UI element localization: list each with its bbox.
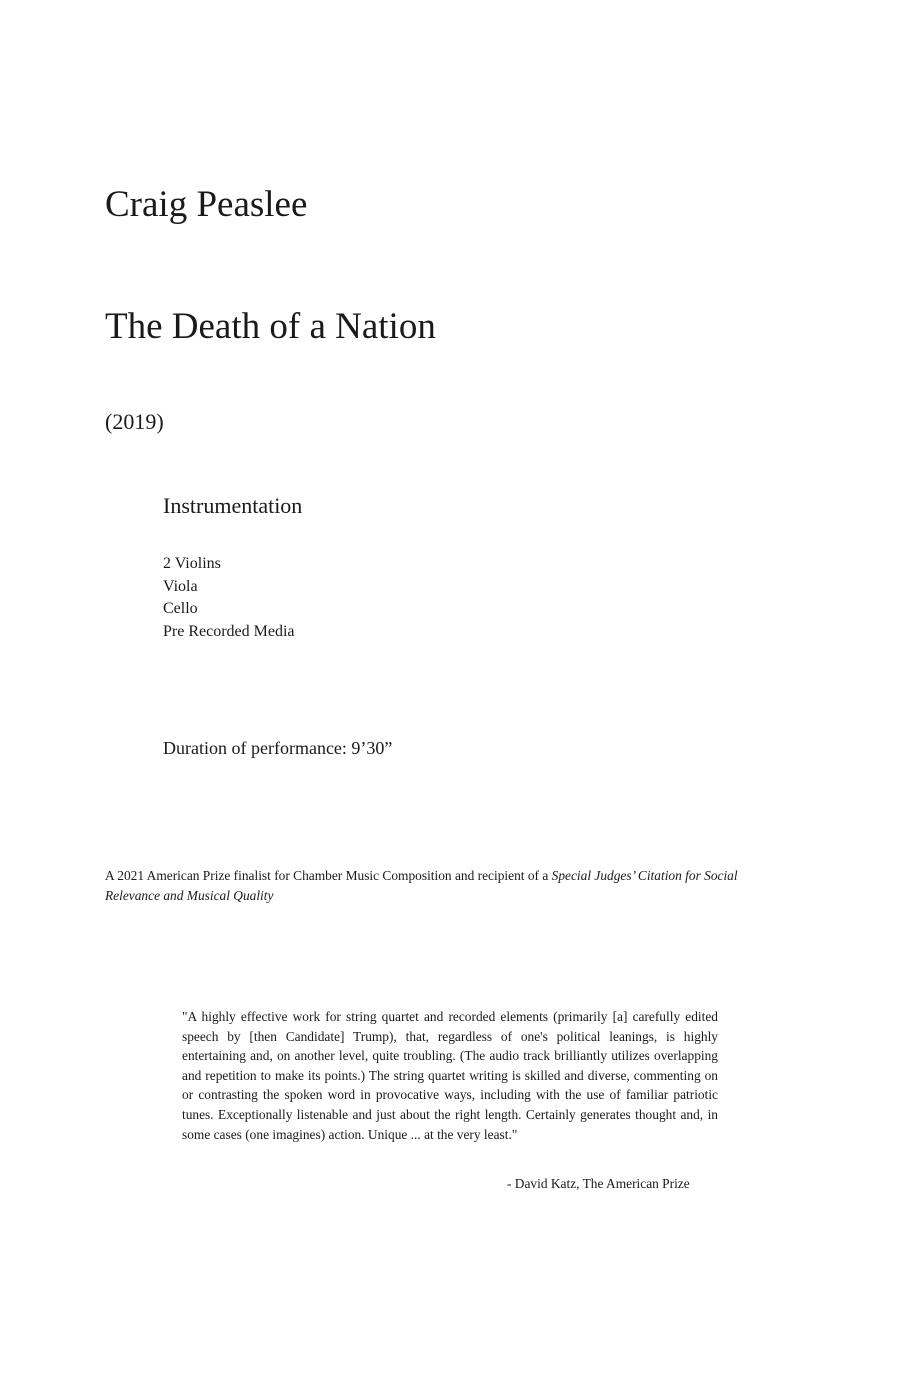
instrument-item: Cello <box>163 600 198 617</box>
award-text: A 2021 American Prize finalist for Chamber Music Composition and recipient of a <box>105 868 552 883</box>
instrument-item: Viola <box>163 577 198 595</box>
composition-year: (2019) <box>105 409 164 434</box>
award-citation: Special Judges’ Citation for Social Relevance and Musical Quality <box>105 868 738 903</box>
review-quote: "A highly effective work for string quartet and recorded elements (primarily [a] carefully edited speech by [then Candidate] Trump), that, regardless of one's political leanings, is highly entertaining and, on another level, quite troubling. (The audio track brilliantly utilizes overlapping and repetition to make its points.) The string quartet writing is skilled and diverse, commenting on or contrasting the spoken word in provocative ways, including with the use of familiar patriotic tunes. Exceptionally listenable and just about the right length. Certainly generates thought and, in some cases (one imagines) action. Unique ... at the very least." <box>182 1009 718 1142</box>
instrumentation-list <box>163 553 295 643</box>
award-note <box>105 866 785 906</box>
instrument-item: 2 Violins <box>163 555 221 572</box>
review-attribution: - David Katz, The American Prize <box>507 1176 690 1191</box>
instrument-item: Pre Recorded Media <box>163 622 295 640</box>
work-title: The Death of a Nation <box>105 306 436 347</box>
instrumentation-heading: Instrumentation <box>163 493 303 518</box>
performance-duration: Duration of performance: 9’30” <box>163 738 393 758</box>
composer-name: Craig Peaslee <box>105 184 308 225</box>
